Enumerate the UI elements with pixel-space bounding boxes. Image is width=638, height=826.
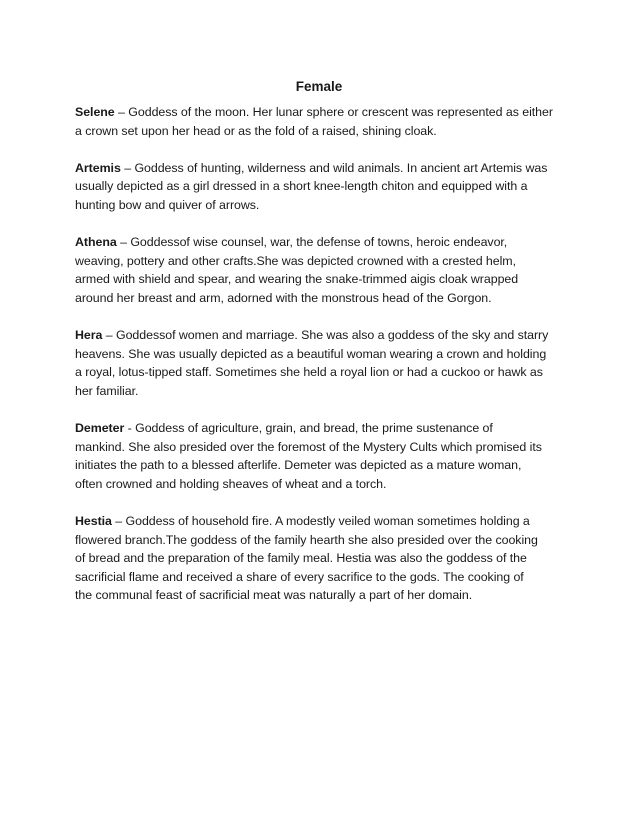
description-line: Goddessof wise counsel, war, the defense of towns, heroic endeavor, [130,235,508,250]
name-separator: – [102,328,116,343]
goddess-entry-selene [75,103,570,140]
description-line: Goddess of agriculture, grain, and bread, the prime sustenance of [135,421,493,436]
description-line: a crown set upon her head or as the fold of a raised, shining cloak. [75,123,437,138]
description-line: Goddess of hunting, wilderness and wild animals. In ancient art Artemis was [134,160,548,175]
goddess-name: Hera [75,328,103,343]
description-line: Goddessof women and marriage. She was also a goddess of the sky and starry [116,328,549,343]
goddess-entry-hestia [75,512,570,605]
name-separator: - [124,421,136,436]
page-title: Female [295,79,343,94]
description-line: of bread and the preparation of the family meal. Hestia was also the goddess of the [75,551,527,566]
name-separator: – [114,105,129,119]
goddess-entry-athena [75,233,570,307]
description-line: Goddess of the moon. Her lunar sphere or crescent was represented as either [128,105,553,119]
name-separator: – [111,514,126,529]
goddess-list [75,103,570,624]
description-line: the communal feast of sacrificial meat was naturally a part of her domain. [75,588,473,603]
description-line: hunting bow and quiver of arrows. [75,197,260,212]
description-line: weaving, pottery and other crafts.She was depicted crowned with a crested helm, [75,253,516,268]
description-line: her familiar. [75,383,139,398]
name-separator: – [120,160,135,175]
description-line: usually depicted as a girl dressed in a short knee-length chiton and equipped with a [75,179,528,194]
description-line: mankind. She also presided over the foremost of the Mystery Cults which promised its [75,439,542,454]
goddess-name: Artemis [75,160,121,175]
description-line: armed with shield and spear, and wearing the snake-trimmed aigis cloak wrapped [75,272,519,287]
description-line: flowered branch.The goddess of the family hearth she also presided over the cooking [75,532,538,547]
description-line: a royal, lotus-tipped staff. Sometimes she held a royal lion or had a cuckoo or hawk as [75,365,543,380]
goddess-entry-demeter [75,419,570,493]
description-line: initiates the path to a blessed afterlife. Demeter was depicted as a mature woman, [75,458,522,473]
description-line: heavens. She was usually depicted as a beautiful woman wearing a crown and holding [75,346,547,361]
goddess-name: Selene [75,105,115,119]
description-line: Goddess of household fire. A modestly veiled woman sometimes holding a [125,514,530,529]
name-separator: – [116,235,131,250]
goddess-name: Athena [75,235,117,250]
description-line: around her breast and arm, adorned with the monstrous head of the Gorgon. [75,290,492,305]
goddess-name: Hestia [75,514,112,529]
description-line: sacrificial flame and received a share of every sacrifice to the gods. The cooking of [75,569,524,584]
description-line: often crowned and holding sheaves of wheat and a torch. [75,476,387,491]
goddess-entry-artemis [75,159,570,215]
goddess-entry-hera [75,326,570,400]
goddess-name: Demeter [75,421,125,436]
